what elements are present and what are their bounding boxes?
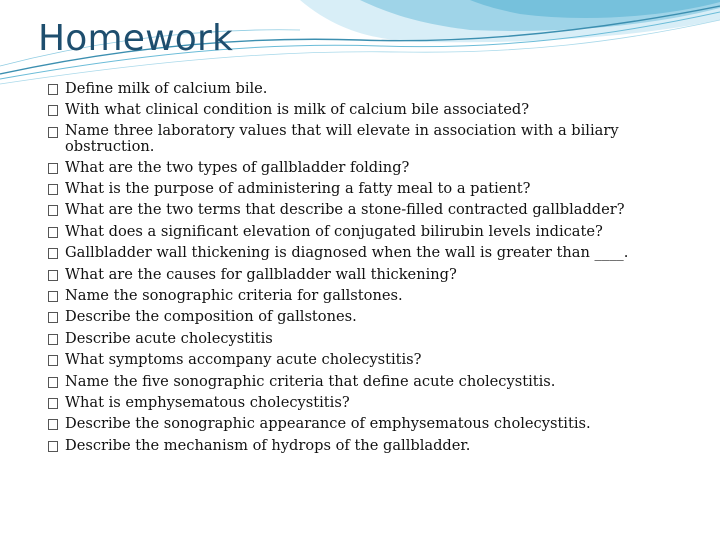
list-item — [48, 223, 688, 241]
checkbox-bullet-icon — [48, 184, 58, 195]
checkbox-bullet-icon — [48, 227, 58, 238]
list-item-text: What does a significant elevation of conjugated bilirubin levels indicate? — [65, 222, 603, 240]
checkbox-bullet-icon — [48, 355, 58, 366]
checkbox-bullet-icon — [48, 248, 58, 259]
checkbox-bullet-icon — [48, 270, 58, 281]
checkbox-bullet-icon — [48, 163, 58, 174]
checkbox-bullet-icon — [48, 334, 58, 345]
list-item — [48, 180, 688, 198]
list-item — [48, 123, 688, 155]
checkbox-bullet-icon — [48, 312, 58, 323]
list-item-text: With what clinical condition is milk of calcium bile associated? — [65, 101, 530, 119]
list-item-text: Name the sonographic criteria for gallstones. — [65, 287, 403, 305]
list-item-text: Name the five sonographic criteria that define acute cholecystitis. — [65, 372, 556, 390]
checkbox-bullet-icon — [48, 377, 58, 388]
list-item — [48, 308, 688, 326]
list-item-text: What are the causes for gallbladder wall thickening? — [65, 265, 457, 283]
list-item-text: Gallbladder wall thickening is diagnosed when the wall is greater than ____. — [65, 244, 629, 262]
list-item — [48, 330, 688, 348]
checkbox-bullet-icon — [48, 127, 58, 138]
homework-question-list — [48, 80, 688, 458]
list-item-text: What are the two terms that describe a stone-filled contracted gallbladder? — [65, 201, 625, 219]
checkbox-bullet-icon — [48, 398, 58, 409]
checkbox-bullet-icon — [48, 205, 58, 216]
list-item-text: What symptoms accompany acute cholecystitis? — [65, 351, 422, 369]
checkbox-bullet-icon — [48, 291, 58, 302]
list-item — [48, 101, 688, 119]
list-item — [48, 373, 688, 391]
list-item — [48, 80, 688, 98]
list-item-text: Describe the sonographic appearance of emphysematous cholecystitis. — [65, 415, 591, 433]
list-item — [48, 287, 688, 305]
checkbox-bullet-icon — [48, 105, 58, 116]
list-item — [48, 351, 688, 369]
list-item-text: Describe the composition of gallstones. — [65, 308, 357, 326]
list-item — [48, 437, 688, 455]
list-item-text: What are the two types of gallbladder folding? — [65, 158, 410, 176]
list-item-text: What is the purpose of administering a fatty meal to a patient? — [65, 180, 531, 198]
list-item-text: Describe acute cholecystitis — [65, 329, 273, 347]
slide-title: Homework — [38, 18, 234, 59]
checkbox-bullet-icon — [48, 419, 58, 430]
list-item — [48, 266, 688, 284]
list-item — [48, 201, 688, 219]
list-item — [48, 394, 688, 412]
list-item — [48, 415, 688, 433]
list-item — [48, 159, 688, 177]
checkbox-bullet-icon — [48, 441, 58, 452]
checkbox-bullet-icon — [48, 84, 58, 95]
list-item-text: What is emphysematous cholecystitis? — [65, 393, 350, 411]
list-item-text: Describe the mechanism of hydrops of the gallbladder. — [65, 436, 471, 454]
list-item-text: Define milk of calcium bile. — [65, 80, 268, 97]
list-item-text: Name three laboratory values that will elevate in association with a biliary obstruction. — [65, 121, 619, 155]
list-item — [48, 244, 688, 262]
